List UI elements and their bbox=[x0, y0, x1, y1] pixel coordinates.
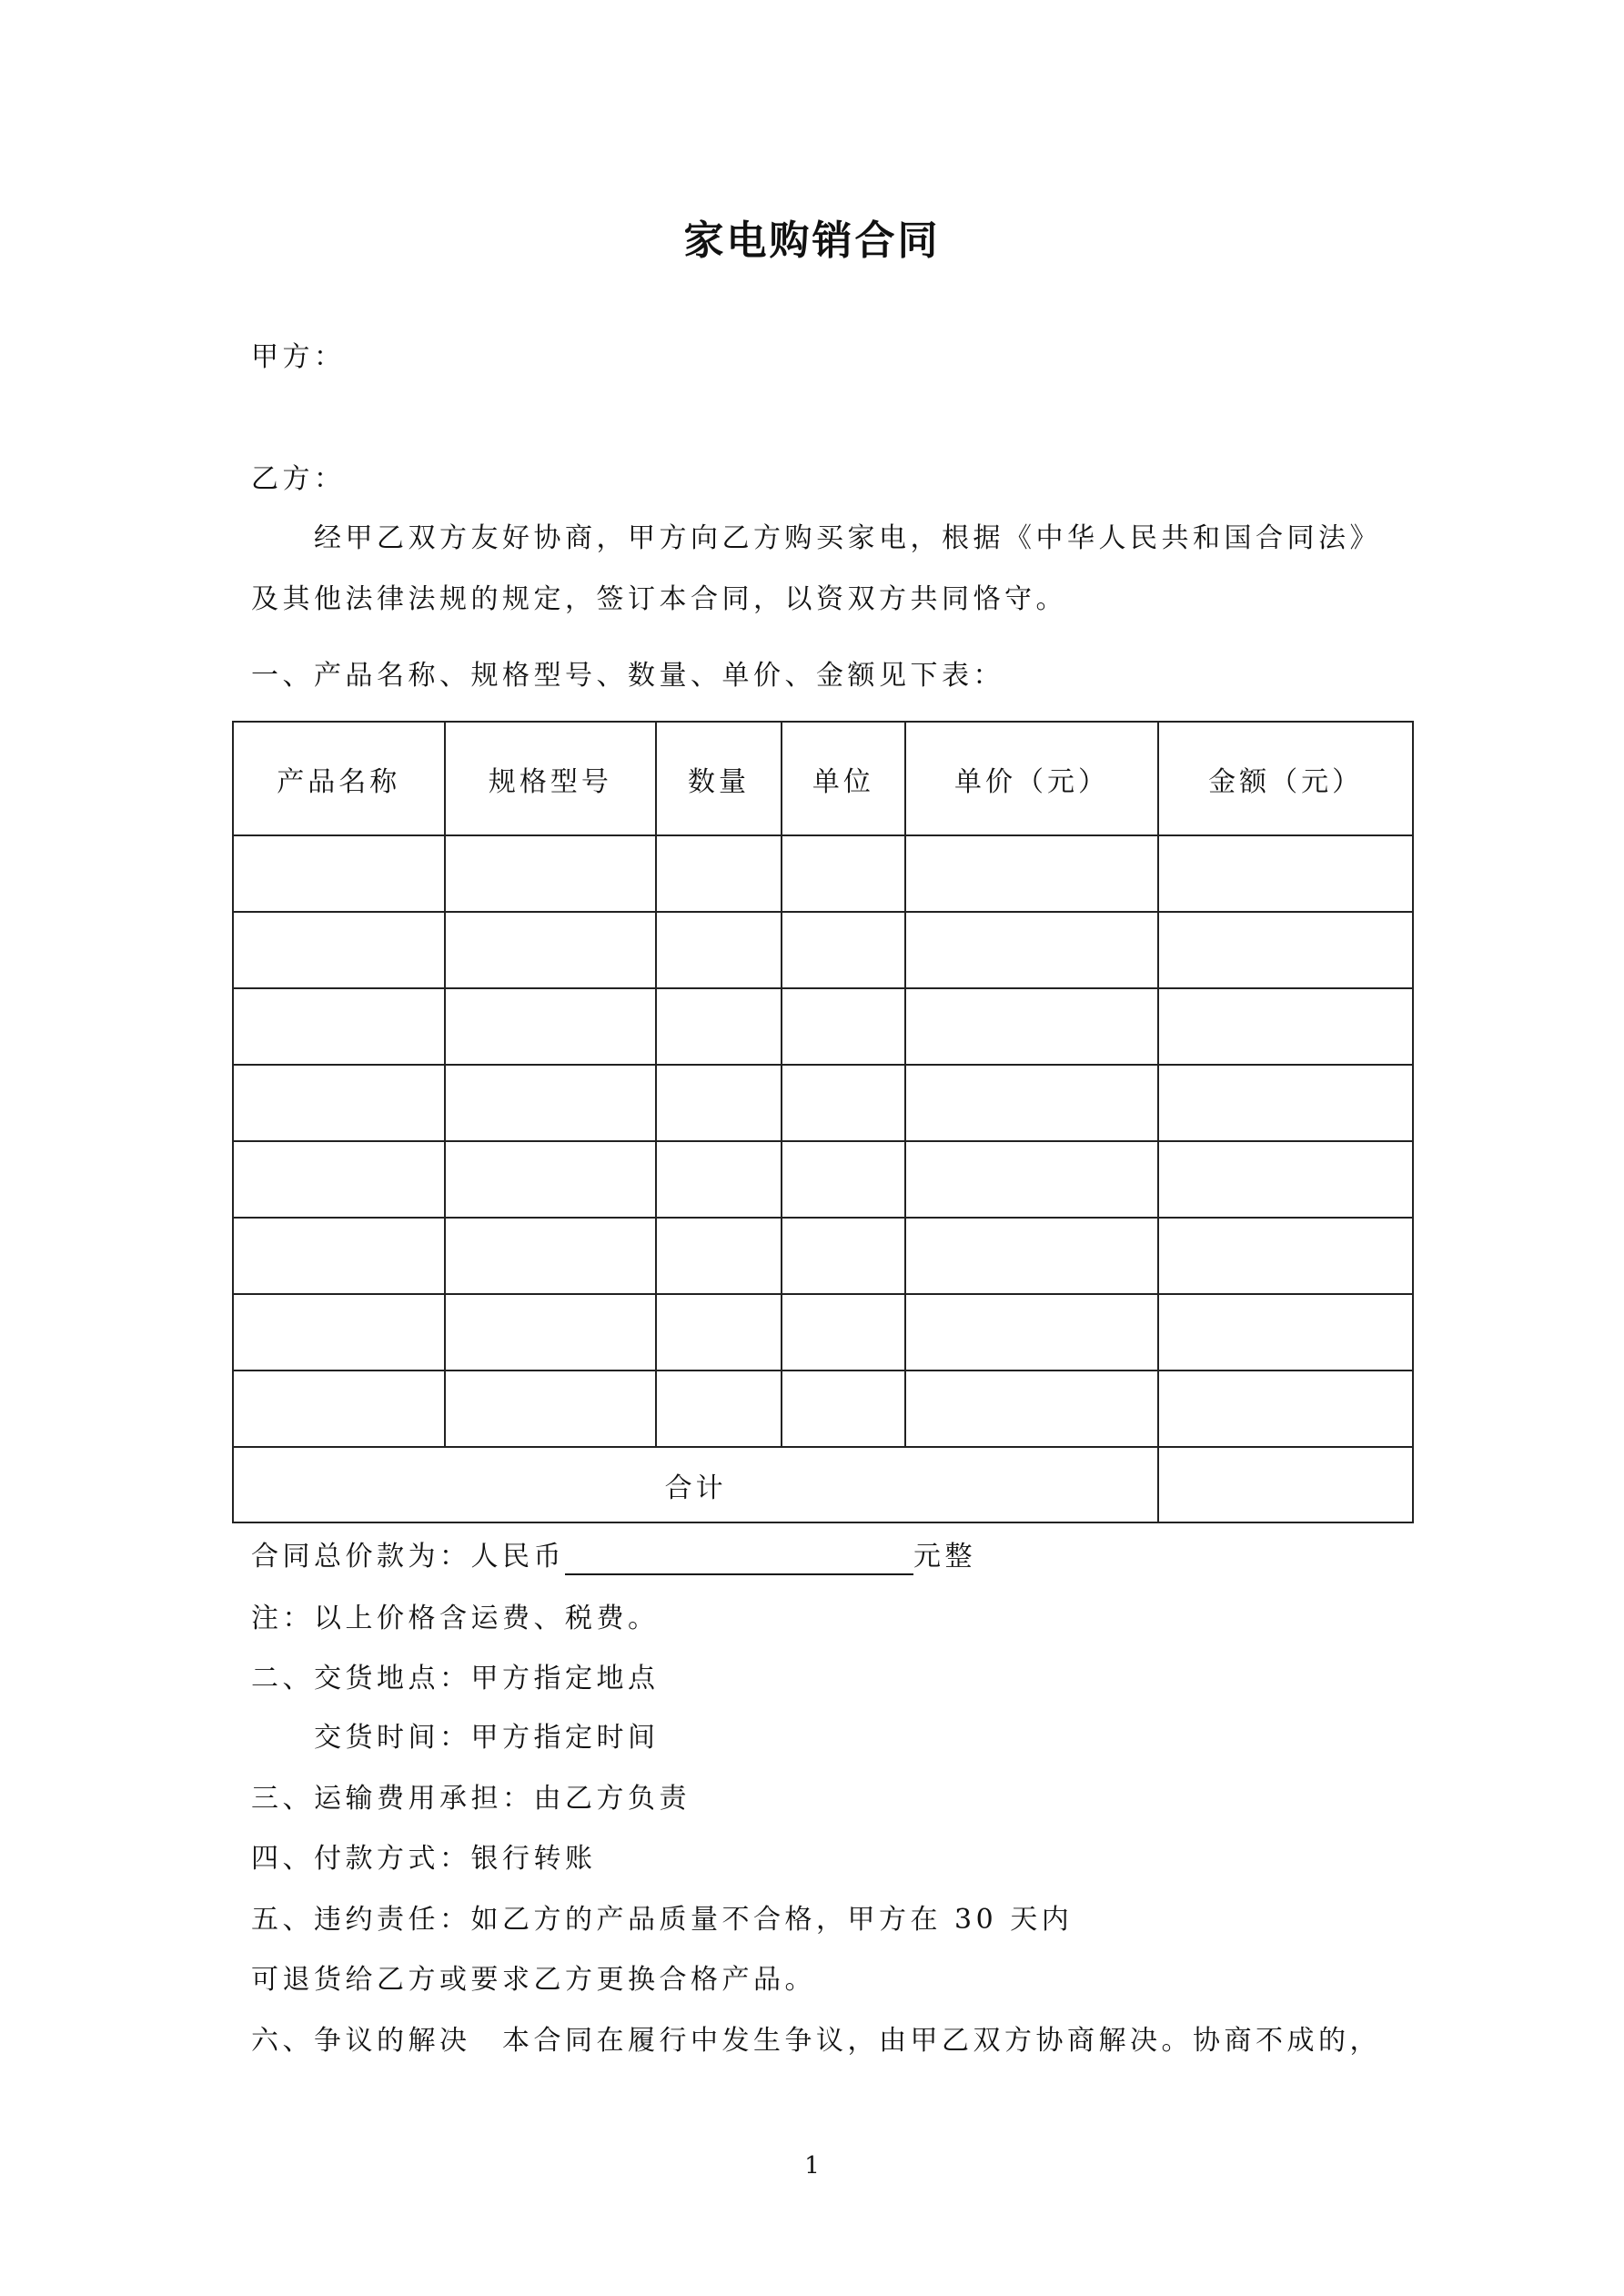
table-cell[interactable] bbox=[233, 1218, 445, 1294]
table-cell[interactable] bbox=[905, 835, 1159, 912]
table-cell[interactable] bbox=[782, 835, 905, 912]
table-cell[interactable] bbox=[782, 1294, 905, 1371]
table-cell[interactable] bbox=[445, 988, 657, 1065]
table-cell[interactable] bbox=[905, 988, 1159, 1065]
section-3: 三、运输费用承担：由乙方负责 bbox=[251, 1783, 691, 1815]
header-unit-price: 单价（元） bbox=[905, 722, 1159, 835]
table-cell[interactable] bbox=[233, 1294, 445, 1371]
total-amount-cell[interactable] bbox=[1158, 1447, 1413, 1522]
table-cell[interactable] bbox=[445, 912, 657, 988]
table-cell[interactable] bbox=[233, 988, 445, 1065]
intro-line-1: 经甲乙双方友好协商，甲方向乙方购买家电，根据《中华人民共和国合同法》 bbox=[314, 522, 1381, 554]
table-total-row bbox=[233, 1447, 1413, 1522]
header-model: 规格型号 bbox=[445, 722, 657, 835]
table-cell[interactable] bbox=[905, 912, 1159, 988]
header-quantity: 数量 bbox=[656, 722, 782, 835]
table-cell[interactable] bbox=[782, 1141, 905, 1218]
total-price-line bbox=[251, 1539, 976, 1575]
table-cell[interactable] bbox=[1158, 1294, 1413, 1371]
table-cell[interactable] bbox=[233, 1141, 445, 1218]
section-5-line-2: 可退货给乙方或要求乙方更换合格产品。 bbox=[251, 1964, 816, 1996]
total-label: 合计 bbox=[233, 1447, 1158, 1522]
section-4: 四、付款方式：银行转账 bbox=[251, 1843, 597, 1875]
table-row bbox=[233, 835, 1413, 912]
table-row bbox=[233, 1218, 1413, 1294]
header-amount: 金额（元） bbox=[1158, 722, 1413, 835]
table-cell[interactable] bbox=[782, 988, 905, 1065]
table-cell[interactable] bbox=[656, 835, 782, 912]
total-price-prefix: 合同总价款为：人民币 bbox=[251, 1541, 565, 1573]
header-unit: 单位 bbox=[782, 722, 905, 835]
table-cell[interactable] bbox=[233, 835, 445, 912]
table-cell[interactable] bbox=[445, 1141, 657, 1218]
table-cell[interactable] bbox=[445, 1218, 657, 1294]
table-cell[interactable] bbox=[1158, 1141, 1413, 1218]
table-cell[interactable] bbox=[445, 1294, 657, 1371]
table-cell[interactable] bbox=[1158, 1371, 1413, 1447]
table-row bbox=[233, 1294, 1413, 1371]
total-price-blank[interactable] bbox=[565, 1542, 913, 1575]
section-2-time: 交货时间：甲方指定时间 bbox=[314, 1722, 660, 1754]
table-cell[interactable] bbox=[445, 835, 657, 912]
table-cell[interactable] bbox=[782, 912, 905, 988]
table-cell[interactable] bbox=[1158, 988, 1413, 1065]
section-6: 六、争议的解决 本合同在履行中发生争议，由甲乙双方协商解决。协商不成的， bbox=[251, 2025, 1381, 2057]
table-cell[interactable] bbox=[782, 1218, 905, 1294]
header-product-name: 产品名称 bbox=[233, 722, 445, 835]
table-row bbox=[233, 1065, 1413, 1141]
table-cell[interactable] bbox=[233, 1065, 445, 1141]
table-cell[interactable] bbox=[656, 1371, 782, 1447]
intro-line-2: 及其他法律法规的规定，签订本合同，以资双方共同恪守。 bbox=[251, 583, 1067, 615]
note: 注：以上价格含运费、税费。 bbox=[251, 1603, 660, 1634]
table-cell[interactable] bbox=[1158, 912, 1413, 988]
table-cell[interactable] bbox=[656, 1294, 782, 1371]
total-price-suffix: 元整 bbox=[913, 1541, 976, 1573]
table-cell[interactable] bbox=[905, 1294, 1159, 1371]
page-number: 1 bbox=[804, 2152, 820, 2180]
table-row bbox=[233, 912, 1413, 988]
table-cell[interactable] bbox=[233, 1371, 445, 1447]
table-cell[interactable] bbox=[656, 1141, 782, 1218]
table-cell[interactable] bbox=[905, 1371, 1159, 1447]
table-cell[interactable] bbox=[656, 912, 782, 988]
table-cell[interactable] bbox=[905, 1141, 1159, 1218]
table-cell[interactable] bbox=[445, 1371, 657, 1447]
table-row bbox=[233, 988, 1413, 1065]
table-cell[interactable] bbox=[656, 1218, 782, 1294]
section-1-heading: 一、产品名称、规格型号、数量、单价、金额见下表： bbox=[251, 660, 1004, 692]
table-header-row bbox=[233, 722, 1413, 835]
section-2-location: 二、交货地点：甲方指定地点 bbox=[251, 1663, 660, 1694]
table-cell[interactable] bbox=[905, 1218, 1159, 1294]
table-row bbox=[233, 1371, 1413, 1447]
party-a-label: 甲方： bbox=[251, 341, 346, 373]
section-5-line-1: 五、违约责任：如乙方的产品质量不合格，甲方在 30 天内 bbox=[251, 1904, 1074, 1936]
table-cell[interactable] bbox=[233, 912, 445, 988]
document-title: 家电购销合同 bbox=[683, 217, 941, 264]
product-table bbox=[232, 721, 1414, 1523]
party-b-label: 乙方： bbox=[251, 463, 346, 495]
table-cell[interactable] bbox=[656, 988, 782, 1065]
table-cell[interactable] bbox=[782, 1371, 905, 1447]
table-row bbox=[233, 1141, 1413, 1218]
table-cell[interactable] bbox=[1158, 1065, 1413, 1141]
table-cell[interactable] bbox=[782, 1065, 905, 1141]
table-cell[interactable] bbox=[905, 1065, 1159, 1141]
table-cell[interactable] bbox=[1158, 835, 1413, 912]
table-cell[interactable] bbox=[445, 1065, 657, 1141]
table-cell[interactable] bbox=[656, 1065, 782, 1141]
table-cell[interactable] bbox=[1158, 1218, 1413, 1294]
